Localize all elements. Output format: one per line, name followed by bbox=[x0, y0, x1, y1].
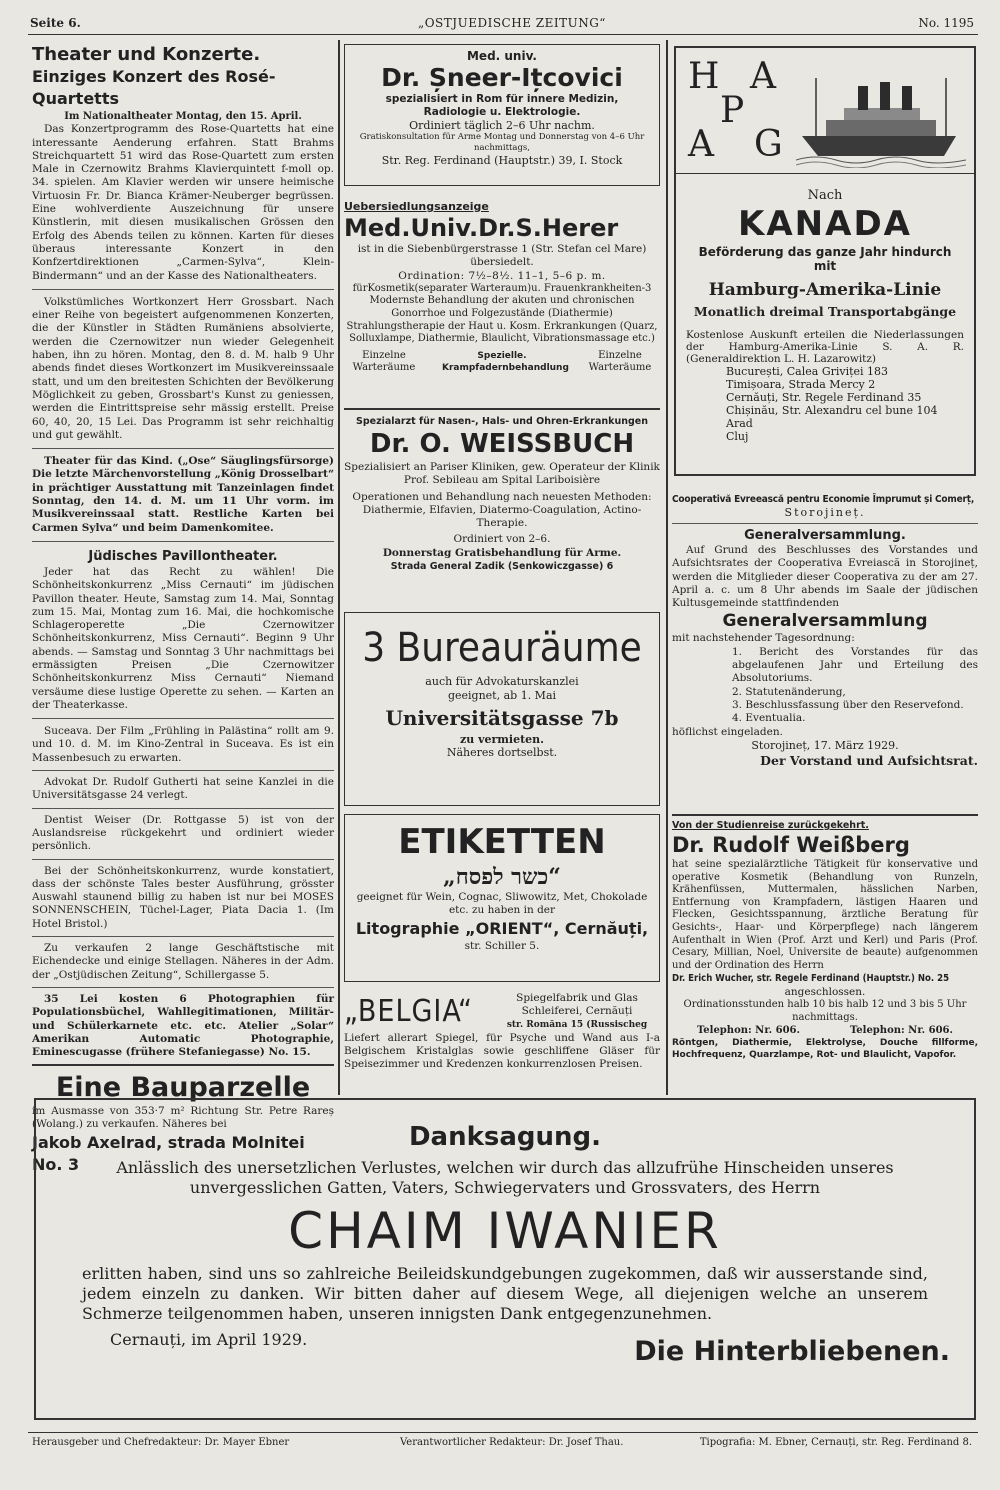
hapag-befoerderung: Beförderung das ganze Jahr hindurch mit bbox=[698, 245, 952, 273]
hapag-cities bbox=[676, 365, 974, 443]
hapag-logo bbox=[676, 48, 974, 174]
divider bbox=[32, 936, 334, 937]
divider bbox=[32, 770, 334, 771]
agenda-item: 1. Bericht des Vorstandes für das abgelaufenen Jahr und Erteilung des Absolutoriums. bbox=[732, 645, 978, 685]
hapag-letter: G bbox=[754, 124, 783, 165]
bureauraume-info: Näheres dortselbst. bbox=[446, 746, 558, 760]
hapag-nach: Nach bbox=[807, 188, 843, 203]
column-rule bbox=[666, 40, 668, 1095]
hapag-ad bbox=[674, 46, 976, 476]
gen-sign: Der Vorstand und Aufsichtsrat. bbox=[760, 753, 978, 769]
weissbuch-ad bbox=[344, 416, 660, 573]
hapag-city: Timișoara, Strada Mercy 2 bbox=[726, 378, 876, 391]
danksagung-title: Danksagung. bbox=[408, 1122, 602, 1152]
bureauraume-rent: zu vermieten. bbox=[460, 733, 544, 746]
hapag-monthly: Monatlich dreimal Transportabgänge bbox=[693, 304, 957, 319]
hapag-letter: H bbox=[688, 56, 720, 97]
rose-title: Einziges Konzert des Rosé-Quartetts bbox=[32, 67, 276, 108]
herer-waiting-2: Einzelne Warteräume bbox=[588, 349, 652, 373]
herer-top: Uebersiedlungsanzeige bbox=[344, 200, 489, 213]
weissberg-phone: Telephon: Nr. 606. bbox=[696, 1025, 800, 1037]
weissbuch-top: Spezialarzt für Nasen-, Hals- und Ohren-Erkrankungen bbox=[355, 416, 648, 427]
danksagung-ad bbox=[34, 1098, 976, 1420]
weissbuch-address: Strada General Zadik (Senkowiczgasse) 6 bbox=[390, 561, 614, 573]
weissberg-phones bbox=[672, 1024, 978, 1038]
weissbuch-hours: Ordiniert von 2–6. bbox=[453, 533, 551, 546]
footer-printer: Tipografia: M. Ebner, Cernauți, str. Reg. Ferdinand 8. bbox=[699, 1437, 972, 1448]
footer-publisher: Herausgeber und Chefredakteur: Dr. Mayer Ebner bbox=[32, 1437, 290, 1448]
pavillon-article: Jeder hat das Recht zu wählen! Die Schönheitskonkurrenz „Miss Cernauti“ im jüdischen Pavillon theater. Heute, Samstag zum 14. Mai, Sonntag zum 15. Mai, Montag zum 16. Mai, die hochkomische Schlageroperette „Die Czernowitzer Schönheitskonkurrenz, Miss Cernauti“. Beginn 9 Uhr abends. — Samstag und Sonntag 3 Uhr nachmittags bei ermässigten Preisen „Die Czernowitzer Schönheitskonkurrenz Miss Cernauti“ Niemand versäume diese lustige Operette zu sehen. — Karten an der Theaterkasse. bbox=[32, 565, 334, 711]
bureauraume-ad bbox=[344, 612, 660, 806]
etiketten-address: str. Schiller 5. bbox=[464, 939, 540, 952]
belgia-row bbox=[344, 992, 660, 1032]
gen-date: Storojineț, 17. März 1929. bbox=[751, 738, 899, 752]
hapag-city: Cernăuți, Str. Regele Ferdinand 35 bbox=[726, 391, 922, 404]
divider bbox=[672, 523, 978, 524]
newspaper-title: „OSTJUEDISCHE ZEITUNG“ bbox=[418, 16, 606, 30]
herer-name: Med.Univ.Dr.S.Herer bbox=[344, 214, 619, 242]
etiketten-title: ETIKETTEN bbox=[398, 822, 606, 862]
gen-agenda bbox=[672, 646, 978, 726]
advokat-notice: Advokat Dr. Rudolf Gutherti hat seine Kanzlei in die Universitätsgasse 24 verlegt. bbox=[32, 776, 334, 802]
danksagung-body: erlitten haben, sind uns so zahlreiche Beileidskundgebungen zugekommen, daß wir ausserstande sind, jedem einzeln zu danken. Wir bitten daher auf diesem Wege, all diejenigen welche an unserem Schmerze teilgenommen haben, unseren innigsten Dank entgegenzunehmen. bbox=[82, 1264, 928, 1323]
hapag-city: București, Calea Griviței 183 bbox=[726, 365, 889, 378]
hapag-city: Cluj bbox=[726, 430, 749, 443]
weissberg-therapies: Röntgen, Diathermie, Elektrolyse, Douche fillforme, Hochfrequenz, Quarzlampe, Rot- und Blaulicht, Vapofor. bbox=[672, 1038, 978, 1060]
gen-intro: mit nachstehender Tagesordnung: bbox=[672, 632, 855, 645]
rose-article: Das Konzertprogramm des Rose-Quartetts hat eine interessante Aenderung erfahren. Statt Brahms Streichquartett 51 wird das Rose-Quartett zum ersten Male in Czernowitz Brahms Klavierquintett f-moll op. 34. spielen. Am Klavier werden wir unsere heimische Virtuosin Fr. Dr. Bianca Krämer-Neuberger begrüssen. Eine wohlverdiente Auszeichnung für unsere Künstlerin, mit diesen musikalischen Grössen den Erfolg des Abends teilen zu können. Karten für dieses überaus interessante Konzert in den Konfzertdirektionen „Carmen-Sylva“, Klein-Bindermann“ und an der Kasse des Nationaltheaters. bbox=[32, 123, 334, 282]
page-footer bbox=[28, 1432, 978, 1453]
herer-special: Spezielle. Krampfadernbehandlung bbox=[442, 350, 569, 373]
weissbuch-name: Dr. O. WEISSBUCH bbox=[369, 429, 635, 459]
divider bbox=[32, 859, 334, 860]
etiketten-hebrew: „כשר לפסח“ bbox=[443, 864, 561, 890]
danksagung-place: Cernauți, im April 1929. bbox=[110, 1330, 308, 1349]
section-title: Theater und Konzerte. bbox=[32, 44, 261, 65]
bureauraume-address: Universitätsgasse 7b bbox=[385, 706, 619, 730]
danksagung-footer bbox=[36, 1324, 974, 1372]
kind-article: Theater für das Kind. („Ose“ Säuglingsfürsorge) Die letzte Märchenvorstellung „König Drosselbart“ in prächtiger Ausstattung mit Tanzeinlagen findet Sonntag, den 14. d. M. um 11 Uhr vorm. im Musikvereinssaal statt. Restliche Karten bei Carmen Sylva“ und beim Damenkomitee. bbox=[32, 455, 334, 534]
hapag-city: Arad bbox=[726, 417, 753, 430]
weissberg-ad bbox=[672, 820, 978, 1061]
danksagung-sign: Die Hinterbliebenen. bbox=[634, 1336, 950, 1367]
divider bbox=[32, 448, 334, 449]
hapag-info: Kostenlose Auskunft erteilen die Niederlassungen der Hamburg-Amerika-Linie S. A. R. (Generaldirektion L. H. Lazarowitz) bbox=[686, 329, 964, 365]
belgia-ad bbox=[344, 992, 660, 1072]
issue-number: No. 1195 bbox=[918, 16, 974, 30]
divider bbox=[32, 987, 334, 988]
herer-bottom-row bbox=[344, 350, 660, 374]
belgia-right bbox=[494, 992, 660, 1032]
gen-big-title: Generalversammlung bbox=[722, 611, 928, 632]
verkaufen-notice: Zu verkaufen 2 lange Geschäftstische mit Eichendecke und einige Stellagen. Näheres in der Adm. der „Ostjüdischen Zeitung“, Schillergasse 5. bbox=[32, 942, 334, 981]
page-header bbox=[28, 14, 978, 35]
bauparzelle-text: im Ausmasse von 353·7 m² Richtung Str. Petre Rareș (Wolang.) zu verkaufen. Näheres bei bbox=[32, 1104, 334, 1131]
gen-title: Generalversammlung. bbox=[744, 528, 906, 543]
divider bbox=[672, 814, 978, 816]
etiketten-ad bbox=[344, 814, 660, 982]
column-1 bbox=[32, 44, 334, 1176]
coop-title: Cooperativă Evreească pentru Economie Împrumut și Comerț, bbox=[672, 494, 975, 505]
sneer-top: Med. univ. bbox=[466, 49, 537, 63]
belgia-street: str. Romăna 15 (Russischeg bbox=[506, 1019, 648, 1030]
bauparzelle-title: Eine Bauparzelle bbox=[55, 1071, 311, 1103]
hapag-letter: A bbox=[688, 124, 714, 165]
gen-body: Auf Grund des Beschlusses des Vorstandes und Aufsichtsrates der Cooperativa Evreiască in Storojineț, werden die Mitglieder dieser Cooperativa zu der am 27. April a. c. um 8 Uhr abends im Saale der jüdischen Kultusgemeinde stattfindenden bbox=[672, 544, 978, 610]
weissberg-address: Dr. Erich Wucher, str. Regele Ferdinand (Hauptstr.) No. 25 bbox=[672, 973, 950, 985]
danksagung-intro: Anlässlich des unersetzlichen Verlustes, welchen wir durch das allzufrühe Hinscheiden unseres unvergesslichen Gatten, Vaters, Schwiegervaters und Grossvaters, des Herrn bbox=[116, 1158, 894, 1197]
column-rule bbox=[338, 40, 340, 1095]
bureauraume-title: 3 Bureauräume bbox=[362, 625, 642, 671]
hapag-letter: P bbox=[720, 90, 745, 131]
pavillon-title: Jüdisches Pavillontheater. bbox=[88, 548, 278, 564]
agenda-item: 2. Statutenänderung, bbox=[732, 685, 846, 698]
weissberg-hours: Ordinationsstunden halb 10 bis halb 12 und 3 bis 5 Uhr nachmittags. bbox=[683, 998, 967, 1023]
herer-address: ist in die Siebenbürgerstrasse 1 (Str. Stefan cel Mare) übersiedelt. bbox=[357, 243, 647, 269]
hapag-kanada: KANADA bbox=[738, 204, 912, 244]
danksagung-name: CHAIM IWANIER bbox=[288, 1202, 722, 1260]
page-label: Seite 6. bbox=[30, 16, 81, 30]
weissberg-angeschlossen: angeschlossen. bbox=[784, 985, 866, 998]
sneer-hours: Ordiniert täglich 2–6 Uhr nachm. bbox=[409, 119, 595, 132]
sneer-gratis: Gratiskonsultation für Arme Montag und Donnerstag von 4–6 Uhr nachmittags, bbox=[359, 132, 645, 153]
weissbuch-methods: Operationen und Behandlung nach neuesten Methoden: Diathermie, Elfavien, Diatermo-Coagulation, Actino-Therapie. bbox=[352, 490, 652, 530]
rose-subtitle: Im Nationaltheater Montag, den 15. April. bbox=[64, 111, 302, 122]
herer-waiting-1: Einzelne Warteräume bbox=[352, 349, 416, 373]
divider bbox=[32, 718, 334, 719]
sonnenschein-ad: Bei der Schönheitskonkurrenz, wurde konstatiert, dass der schönste Tales bester Ausführung, grösster Auswahl staunend billig zu haben ist nur bei MOSES SONNENSCHEIN, Tüchel-Lager, Piata Dacia 1. (Im Hotel Bristol.) bbox=[32, 864, 334, 930]
hapag-letter: A bbox=[750, 56, 776, 97]
suceava-article: Suceava. Der Film „Frühling in Palästina“ rollt am 9. und 10. d. M. im Kino-Zentral in Suceava. Es ist ein Massenbesuch zu erwarten. bbox=[32, 725, 334, 764]
herer-ad bbox=[344, 200, 660, 374]
sneer-address: Str. Reg. Ferdinand (Hauptstr.) 39, I. Stock bbox=[381, 154, 623, 168]
divider bbox=[32, 541, 334, 542]
divider bbox=[32, 1064, 334, 1066]
gen-hoefl: höflichst eingeladen. bbox=[672, 725, 783, 738]
belgia-name: „BELGIA“ bbox=[344, 993, 473, 1029]
weissbuch-gratis: Donnerstag Gratisbehandlung für Arme. bbox=[382, 546, 622, 559]
footer-editor: Verantwortlicher Redakteur: Dr. Josef Thau. bbox=[400, 1437, 624, 1448]
ship-illustration bbox=[796, 68, 966, 168]
sneer-spec: spezialisiert in Rom für innere Medizin, Radiologie u. Elektrologie. bbox=[385, 93, 619, 118]
bureauraume-text: auch für Advokaturskanzlei geeignet, ab 1. Mai bbox=[425, 675, 579, 702]
bauparzelle-contact: Jakob Axelrad, strada Molnitei No. 3 bbox=[32, 1132, 305, 1174]
divider bbox=[32, 808, 334, 809]
etiketten-litographie: Litographie „ORIENT“, Cernăuți, bbox=[355, 918, 649, 938]
hapag-city: Chișinău, Str. Alexandru cel bune 104 bbox=[726, 404, 938, 417]
agenda-item: 4. Eventualia. bbox=[732, 712, 806, 725]
weissberg-body: hat seine spezialärztliche Tätigkeit für konservative und operative Kosmetik (Behandlung von Runzeln, Krähenfüssen, Muttermalen, hässlichen Narben, Entfernung von Krampfadern, lästigen Haaren und Flecken, Gesichtsspannung, ärztliche Beratung für Gesichts-, Haar- und Körperpflege) nach längerem Aufenthalt in Wien (Prof. Arzt und Kerl) und Paris (Prof. Cesary, Millian, Noel, Universite de beaute) aufgenommen und der Ordination des Herrn bbox=[672, 859, 978, 971]
divider bbox=[32, 289, 334, 290]
sneer-name: Dr. Șneer-Ițcovici bbox=[381, 63, 623, 92]
weissbuch-spec: Spezialisiert an Pariser Kliniken, gew. Operateur der Klinik Prof. Sebileau am Spital Lariboisière bbox=[344, 461, 660, 487]
divider bbox=[344, 408, 660, 410]
hapag-line: Hamburg-Amerika-Linie bbox=[708, 280, 942, 300]
herer-hours: Ordination: 7½–8½. 11–1, 5–6 p. m. bbox=[398, 269, 606, 282]
weissberg-name: Dr. Rudolf Weißberg bbox=[672, 833, 910, 857]
etiketten-text: geeignet für Wein, Cognac, Sliwowitz, Met, Chokolade etc. zu haben in der bbox=[356, 891, 648, 917]
weissberg-top: Von der Studienreise zurückgekehrt. bbox=[672, 820, 869, 831]
belgia-text: Liefert allerart Spiegel, für Psyche und Wand aus I-a Belgischem Kristalglas sowie geschliffene Gläser für Speisezimmer und Kredenzen konkurrenzlosen Preisen. bbox=[344, 1031, 660, 1071]
sneer-ad bbox=[344, 44, 660, 186]
coop-subtitle: Storojineț. bbox=[784, 506, 866, 519]
foto-ad: 35 Lei kosten 6 Photographien für Populationsbüchel, Wahllegitimationen, Militär- und Schülerkarnete etc. etc. Atelier „Solar“ Amerikan Automatic Photographie, Eminescugasse (frühere Stefaniegasse) No. 15. bbox=[32, 992, 334, 1059]
dentist-notice: Dentist Weiser (Dr. Rottgasse 5) ist von der Auslandsreise rückgekehrt und ordiniert wieder persönlich. bbox=[32, 813, 334, 853]
weissberg-phone: Telephon: Nr. 606. bbox=[849, 1025, 953, 1037]
belgia-firm: Spiegelfabrik und Glas Schleiferei, Cernăuți bbox=[516, 992, 638, 1018]
cooperativa-notice bbox=[672, 494, 978, 770]
grossbart-article: Volkstümliches Wortkonzert Herr Grossbart. Nach einer Reihe von begeistert aufgenommenen Konzerten, die der Künstler in Städten Rumäniens absolvierte, werden die Czernowitzer nun wieder Gelegenheit haben, ihn zu hören. Montag, den 8. d. M. halb 9 Uhr abends findet dieses Wortkonzert im Musikvereinssaale statt, und um den breitesten Schichten der Bevölkerung Möglichkeit zu geben, Grossbart's Kunst zu geniessen, werden die Eintrittspreise sehr mässig erstellt. Preise 60, 40, 20, 15 Lei. Das Programm ist sehr reichhaltig und gut gewählt. bbox=[32, 295, 334, 441]
herer-treatments: fürKosmetik(separater Warteraum)u. Frauenkrankheiten-3 Modernste Behandlung der akuten und chronischen Gonorrhoe und Folgezustände (Diathermie) Strahlungstherapie der Haut u. Kosm. Erkrankungen (Quarz, Solluxlampe, Diathermie, Blaulicht, Vibrationsmassage etc.) bbox=[346, 282, 658, 345]
agenda-item: 3. Beschlussfassung über den Reservefond. bbox=[732, 698, 964, 711]
